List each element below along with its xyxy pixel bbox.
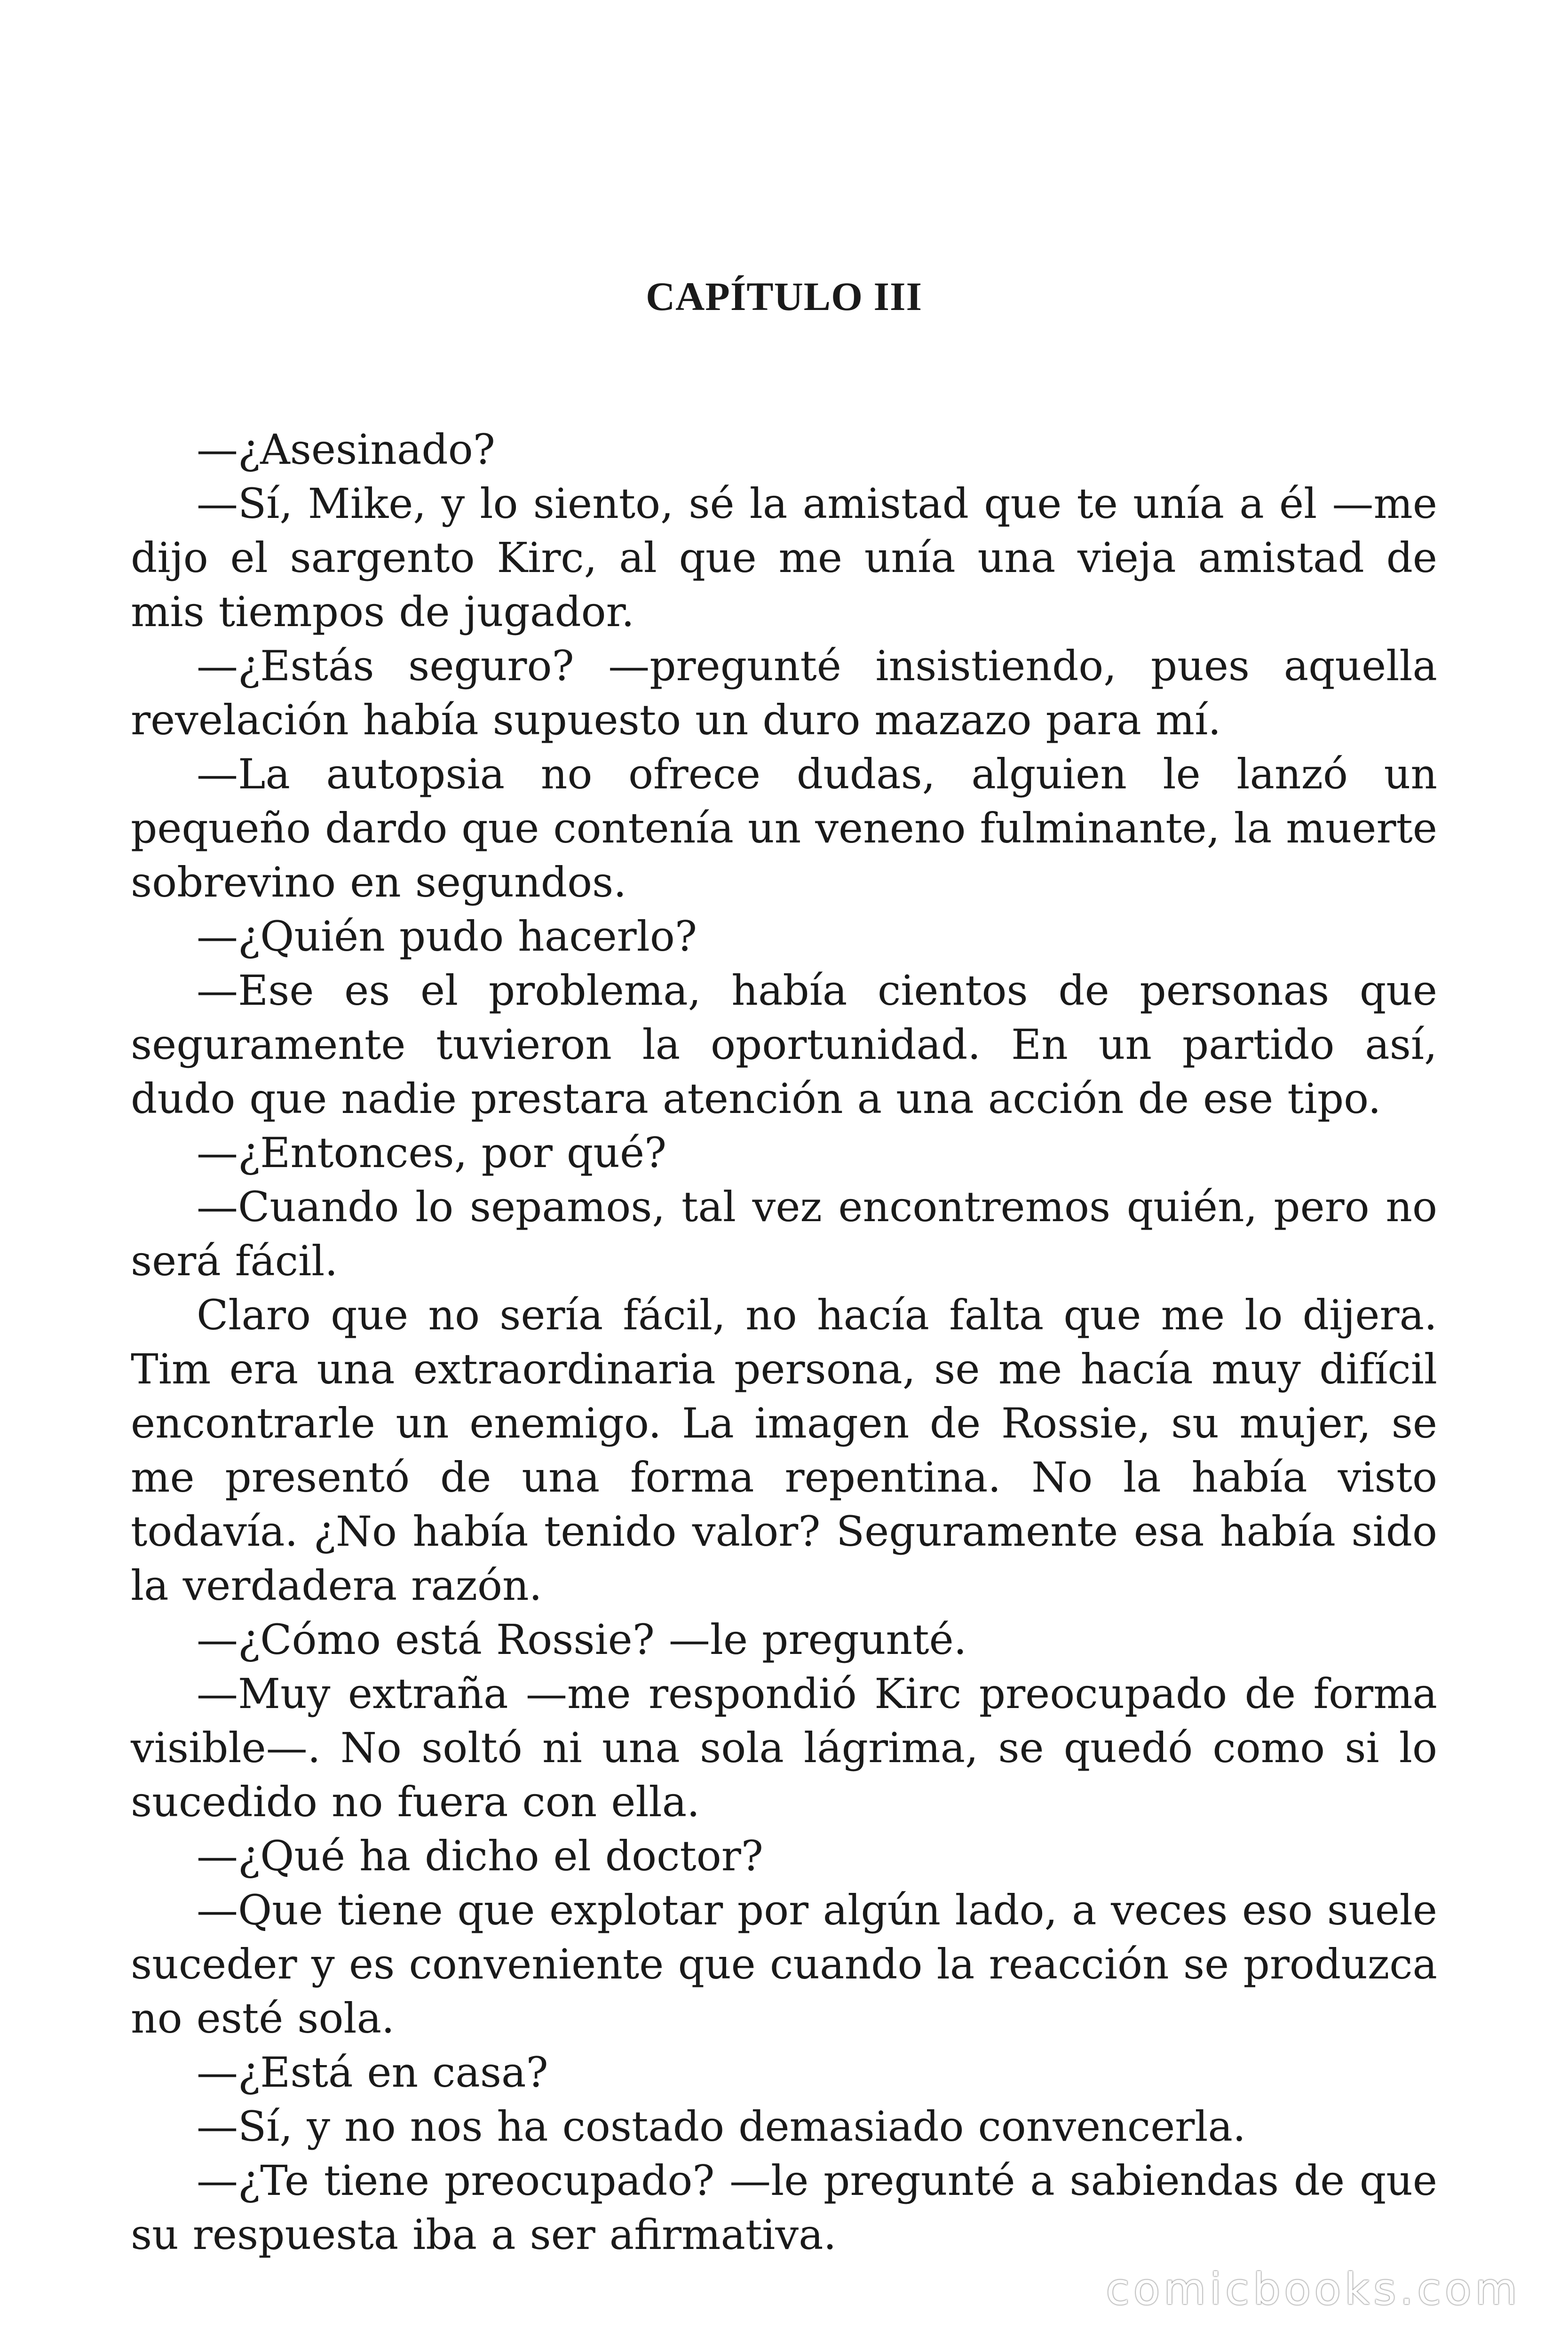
paragraph: Claro que no sería fácil, no hacía falta que me lo dijera. Tim era una extraordinaria persona, se me hacía muy difícil encontrarle un enemigo. La imagen de Rossie, su mujer, se me presentó de una forma repentina. No la había visto todavía. ¿No había tenido valor? Seguramente esa había sido la verdadera razón. [131,1291,1437,1610]
paragraph: —¿Asesinado? [197,425,495,474]
paragraph: —¿Cómo está Rossie? —le pregunté. [197,1615,967,1664]
chapter-title: CAPÍTULO III [646,274,922,319]
paragraph: —¿Te tiene preocupado? —le pregunté a sabiendas de que su respuesta iba a ser afirmativa. [131,2156,1437,2259]
paragraph: —Muy extraña —me respondió Kirc preocupado de forma visible—. No soltó ni una sola lágrima, se quedó como si lo sucedido no fuera con ella. [131,1669,1437,1826]
paragraph: —¿Entonces, por qué? [197,1128,667,1177]
paragraph: —Sí, y no nos ha costado demasiado convencerla. [197,2102,1246,2151]
paragraph: —Cuando lo sepamos, tal vez encontremos quién, pero no será fácil. [131,1183,1437,1285]
paragraph: —¿Quién pudo hacerlo? [197,912,697,961]
paragraph: —¿Estás seguro? —pregunté insistiendo, pues aquella revelación había supuesto un duro mazazo para mí. [131,642,1437,744]
paragraph: —Que tiene que explotar por algún lado, a veces eso suele suceder y es conveniente que cuando la reacción se produzca no esté sola. [131,1886,1437,2042]
watermark: comicbooks.com [1106,2264,1521,2314]
chapter-body [131,422,1437,2262]
paragraph: —Sí, Mike, y lo siento, sé la amistad que te unía a él —me dijo el sargento Kirc, al que me unía una vieja amistad de mis tiempos de jugador. [131,479,1437,636]
paragraph: —¿Está en casa? [197,2048,548,2097]
paragraph: —Ese es el problema, había cientos de personas que seguramente tuvieron la oportunidad. En un partido así, dudo que nadie prestara atención a una acción de ese tipo. [131,966,1437,1123]
paragraph: —¿Qué ha dicho el doctor? [197,1832,763,1880]
paragraph: —La autopsia no ofrece dudas, alguien le lanzó un pequeño dardo que contenía un veneno fulminante, la muerte sobrevino en segundos. [131,750,1437,906]
